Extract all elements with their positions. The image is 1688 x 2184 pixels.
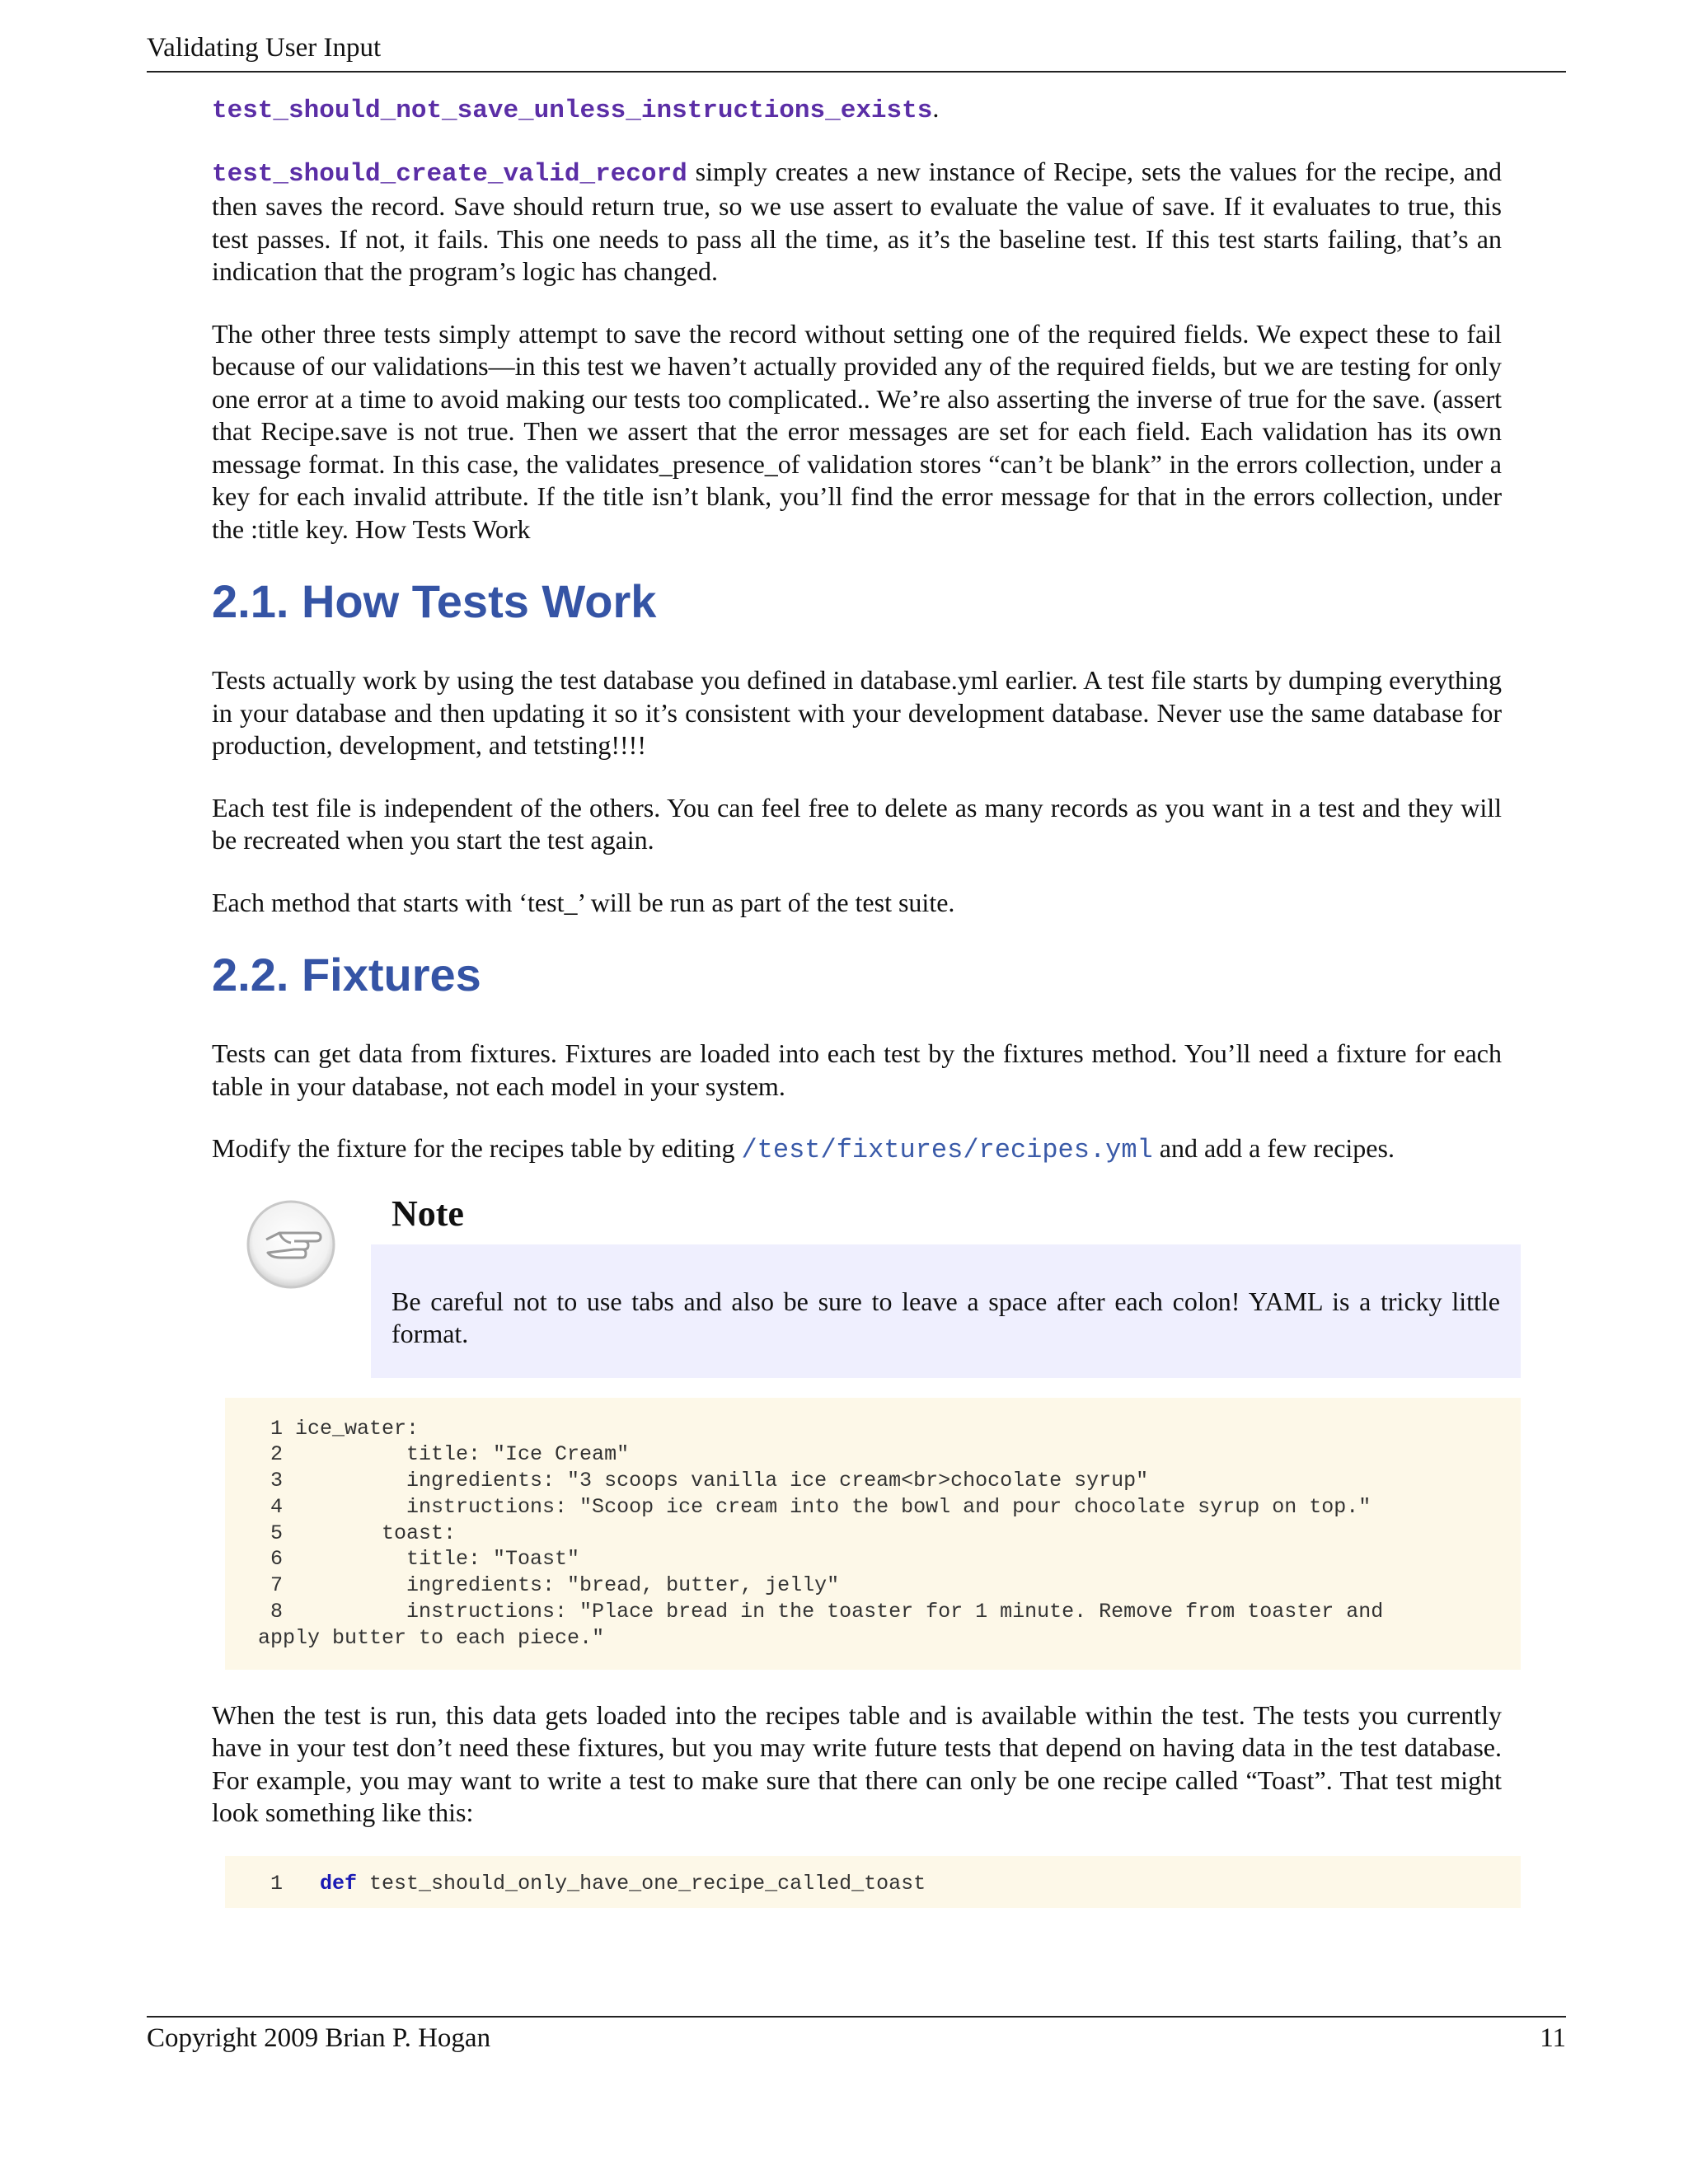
code-line: [258, 1625, 1521, 1652]
line-number: 8: [270, 1600, 283, 1624]
test-name-paragraph: [212, 92, 1502, 128]
test-name-instructions: test_should_not_save_unless_instructions_exists: [212, 96, 933, 125]
line-number: 3: [270, 1469, 283, 1493]
intro-paragraph-1-text: simply creates a new instance of Recipe, sets the values for the recipe, and then saves the record. Save should return true, so we use assert to evaluate the value of save. If it evaluates to true, this test passes. If not, it fails. This one needs to pass all the time, as it’s the baseline test. If this test starts failing, that’s an indication that the program’s logic has changed.: [212, 156, 1502, 286]
note-text: Be careful not to use tabs and also be sure to leave a space after each colon! YAML is a tricky little format.: [371, 1244, 1521, 1378]
code-text: toast:: [283, 1521, 457, 1545]
code-text: title: "Toast": [283, 1547, 580, 1572]
code-line: [258, 1546, 1521, 1572]
period: .: [932, 93, 940, 123]
line-number: 7: [270, 1573, 283, 1598]
fixtures-paragraph-1: Tests can get data from fixtures. Fixtures are loaded into each test by the fixtures method. You’ll need a fixture for each table in your database, not each model in your system.: [212, 1038, 1502, 1101]
code-line: [258, 1599, 1521, 1625]
code-text: apply butter to each piece.": [258, 1625, 605, 1650]
running-footer: [147, 2021, 1566, 2055]
header-rule: [147, 71, 1566, 73]
ruby-code-block: [225, 1856, 1521, 1909]
line-number: 5: [270, 1521, 283, 1545]
section-heading-how-tests-work: 2.1. How Tests Work: [212, 575, 657, 627]
code-text: instructions: "Scoop ice cream into the bowl and pour chocolate syrup on top.": [283, 1494, 1372, 1519]
how-tests-paragraph-1: Tests actually work by using the test database you defined in database.yml earlier. A test file starts by dumping everything in your database and then updating it so it’s consistent with your development database. Never use the same database for production, development, and tetsting!!!!: [212, 665, 1502, 760]
code-text: test_should_only_have_one_recipe_called_toast: [357, 1871, 926, 1896]
code-line: [258, 1494, 1521, 1521]
copyright-text: Copyright 2009 Brian P. Hogan: [147, 2023, 491, 2053]
running-header: Validating User Input: [147, 33, 382, 63]
line-number: 1: [270, 1871, 283, 1896]
yaml-code-block: [225, 1398, 1521, 1670]
intro-paragraph-2: The other three tests simply attempt to save the record without setting one of the required fields. We expect these to fail because of our validations—in this test we haven’t actually provided any of the required fields, but we are testing for only one error at a time to avoid making our tests too complicated.. We’re also asserting the inverse of true for the save. (assert that Recipe.save is not true. Then we assert that the error messages are set for each field. Each validation has its own message format. In this case, the validates_presence_of validation stores “can’t be blank” in the errors collection, under a key for each invalid attribute. If the title isn’t blank, you’ll find the error message for that in the errors collection, under the :title key. How Tests Work: [212, 318, 1502, 544]
code-keyword: def: [320, 1871, 358, 1896]
code-line: [258, 1441, 1521, 1468]
code-line: [258, 1416, 1521, 1442]
fixtures-paragraph-3: When the test is run, this data gets loaded into the recipes table and is available within the test. The tests you currently have in your test don’t need these fixtures, but you may write future tests that depend on having data in the test database. For example, you may want to write a test to make sure that there can only be one recipe called “Toast”. That test might look something like this:: [212, 1699, 1502, 1828]
code-text: title: "Ice Cream": [283, 1442, 630, 1467]
pointing-hand-icon: [245, 1198, 337, 1291]
code-line: [258, 1871, 1521, 1897]
page-content: [212, 92, 1502, 1938]
how-tests-paragraph-3: Each method that starts with ‘test_’ will be run as part of the test suite.: [212, 887, 955, 917]
fixture-file-path: /test/fixtures/recipes.yml: [741, 1135, 1153, 1165]
code-line: [258, 1572, 1521, 1599]
code-line: [258, 1468, 1521, 1494]
code-line: [258, 1521, 1521, 1547]
section-heading-fixtures: 2.2. Fixtures: [212, 949, 481, 1001]
fixtures-paragraph-2: Modify the fixture for the recipes table by editing /test/fixtures/recipes.yml and add a few recipes.: [212, 1133, 1395, 1165]
intro-paragraph-1: [212, 156, 1502, 288]
line-number: 2: [270, 1442, 283, 1467]
code-text: ingredients: "bread, butter, jelly": [283, 1573, 840, 1598]
how-tests-paragraph-2: Each test file is independent of the others. You can feel free to delete as many records as you want in a test and they will be recreated when you start the test again.: [212, 792, 1502, 855]
footer-rule: [147, 2016, 1566, 2018]
code-text: ice_water:: [283, 1416, 420, 1441]
line-number: 4: [270, 1494, 283, 1519]
code-text: instructions: "Place bread in the toaster for 1 minute. Remove from toaster and: [283, 1600, 1384, 1624]
page-number: 11: [1540, 2023, 1566, 2053]
line-number: 6: [270, 1547, 283, 1572]
code-text: ingredients: "3 scoops vanilla ice cream<br>chocolate syrup": [283, 1469, 1149, 1493]
note-admonition: [212, 1185, 1502, 1368]
line-number: 1: [270, 1416, 283, 1441]
note-title: Note: [392, 1193, 464, 1234]
test-name-valid-record: test_should_create_valid_record: [212, 159, 687, 189]
